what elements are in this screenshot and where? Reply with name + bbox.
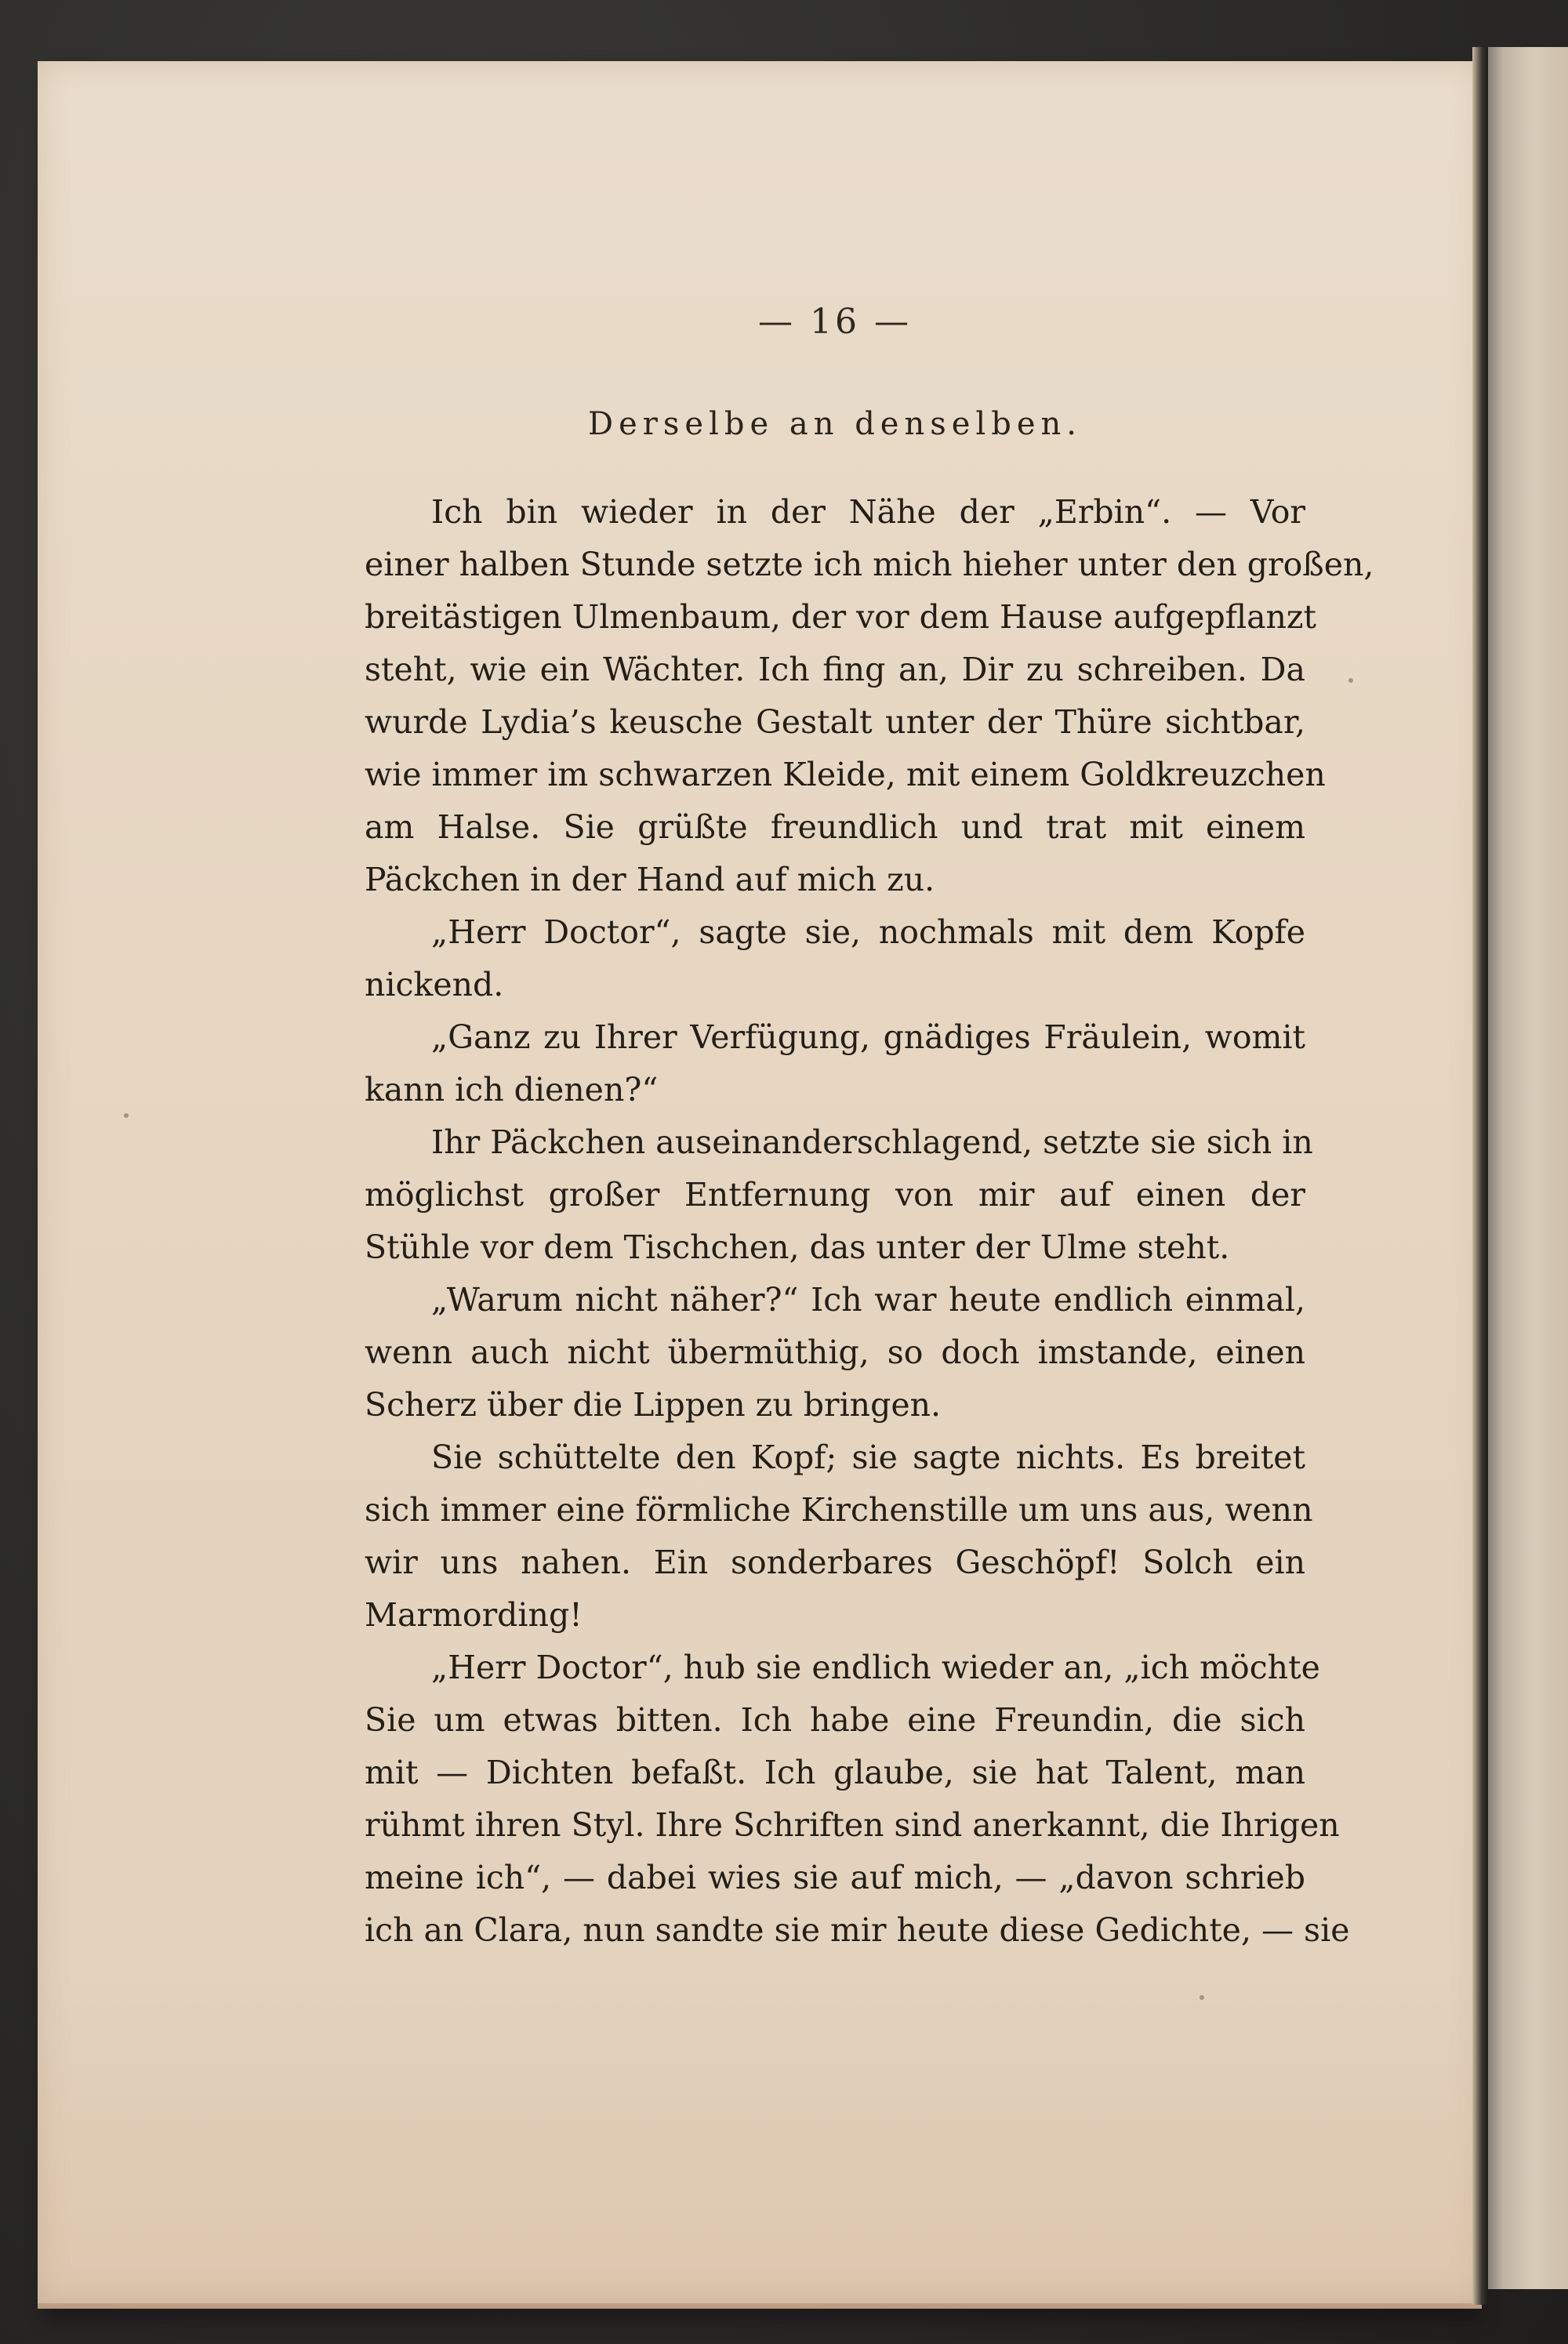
- text-line: Sie schüttelte den Kopf; sie sagte nichts. Es breitet: [431, 1439, 1305, 1476]
- text-line: „Ganz zu Ihrer Verfügung, gnädiges Fräulein, womit: [431, 1018, 1305, 1056]
- text-line: steht, wie ein Wächter. Ich fing an, Dir zu schreiben. Da: [365, 651, 1305, 688]
- text-line: am Halse. Sie grüßte freundlich und trat mit einem: [365, 808, 1305, 846]
- text-line: wurde Lydia’s keusche Gestalt unter der Thüre sichtbar,: [365, 703, 1305, 741]
- text-line: Päckchen in der Hand auf mich zu.: [365, 861, 935, 898]
- text-line: mit — Dichten befaßt. Ich glaube, sie hat Talent, man: [365, 1754, 1305, 1791]
- body-text: [365, 486, 1374, 1957]
- paper-speck: [1200, 1995, 1204, 2000]
- text-line: nickend.: [365, 966, 504, 1003]
- letter-heading: Derselbe an denselben.: [588, 406, 1082, 442]
- paper-speck: [1348, 678, 1353, 683]
- text-line: Stühle vor dem Tischchen, das unter der Ulme steht.: [365, 1228, 1230, 1266]
- text-line: breitästigen Ulmenbaum, der vor dem Hause aufgepflanzt: [365, 598, 1317, 636]
- page-number: — 16 —: [758, 302, 912, 342]
- text-line: Ich bin wieder in der Nähe der „Erbin“. — Vor: [431, 493, 1305, 531]
- paper-speck: [124, 1113, 129, 1118]
- text-line: sich immer eine förmliche Kirchenstille um uns aus, wenn: [365, 1491, 1313, 1529]
- text-line: Sie um etwas bitten. Ich habe eine Freundin, die sich: [365, 1701, 1305, 1739]
- adjacent-page-edge: [1482, 47, 1568, 2289]
- text-line: „Herr Doctor“, sagte sie, nochmals mit dem Kopfe: [431, 913, 1305, 951]
- text-line: rühmt ihren Styl. Ihre Schriften sind anerkannt, die Ihrigen: [365, 1806, 1340, 1844]
- text-line: ich an Clara, nun sandte sie mir heute diese Gedichte, — sie: [365, 1911, 1350, 1949]
- text-line: Scherz über die Lippen zu bringen.: [365, 1386, 942, 1424]
- text-line: wir uns nahen. Ein sonderbares Geschöpf! Solch ein: [365, 1544, 1305, 1581]
- text-line: wie immer im schwarzen Kleide, mit einem Goldkreuzchen: [365, 756, 1326, 793]
- text-line: Marmording!: [365, 1596, 583, 1634]
- text-line: kann ich dienen?“: [365, 1071, 659, 1109]
- book-gutter: [1472, 47, 1488, 2305]
- text-line: „Warum nicht näher?“ Ich war heute endlich einmal,: [431, 1281, 1305, 1319]
- text-line: einer halben Stunde setzte ich mich hieher unter den großen,: [365, 546, 1374, 583]
- text-line: meine ich“, — dabei wies sie auf mich, — „davon schrieb: [365, 1859, 1305, 1896]
- text-line: möglichst großer Entfernung von mir auf einen der: [365, 1176, 1305, 1214]
- text-line: Ihr Päckchen auseinanderschlagend, setzte sie sich in: [431, 1123, 1313, 1161]
- text-line: „Herr Doctor“, hub sie endlich wieder an, „ich möchte: [431, 1649, 1320, 1686]
- text-line: wenn auch nicht übermüthig, so doch imstande, einen: [365, 1333, 1305, 1371]
